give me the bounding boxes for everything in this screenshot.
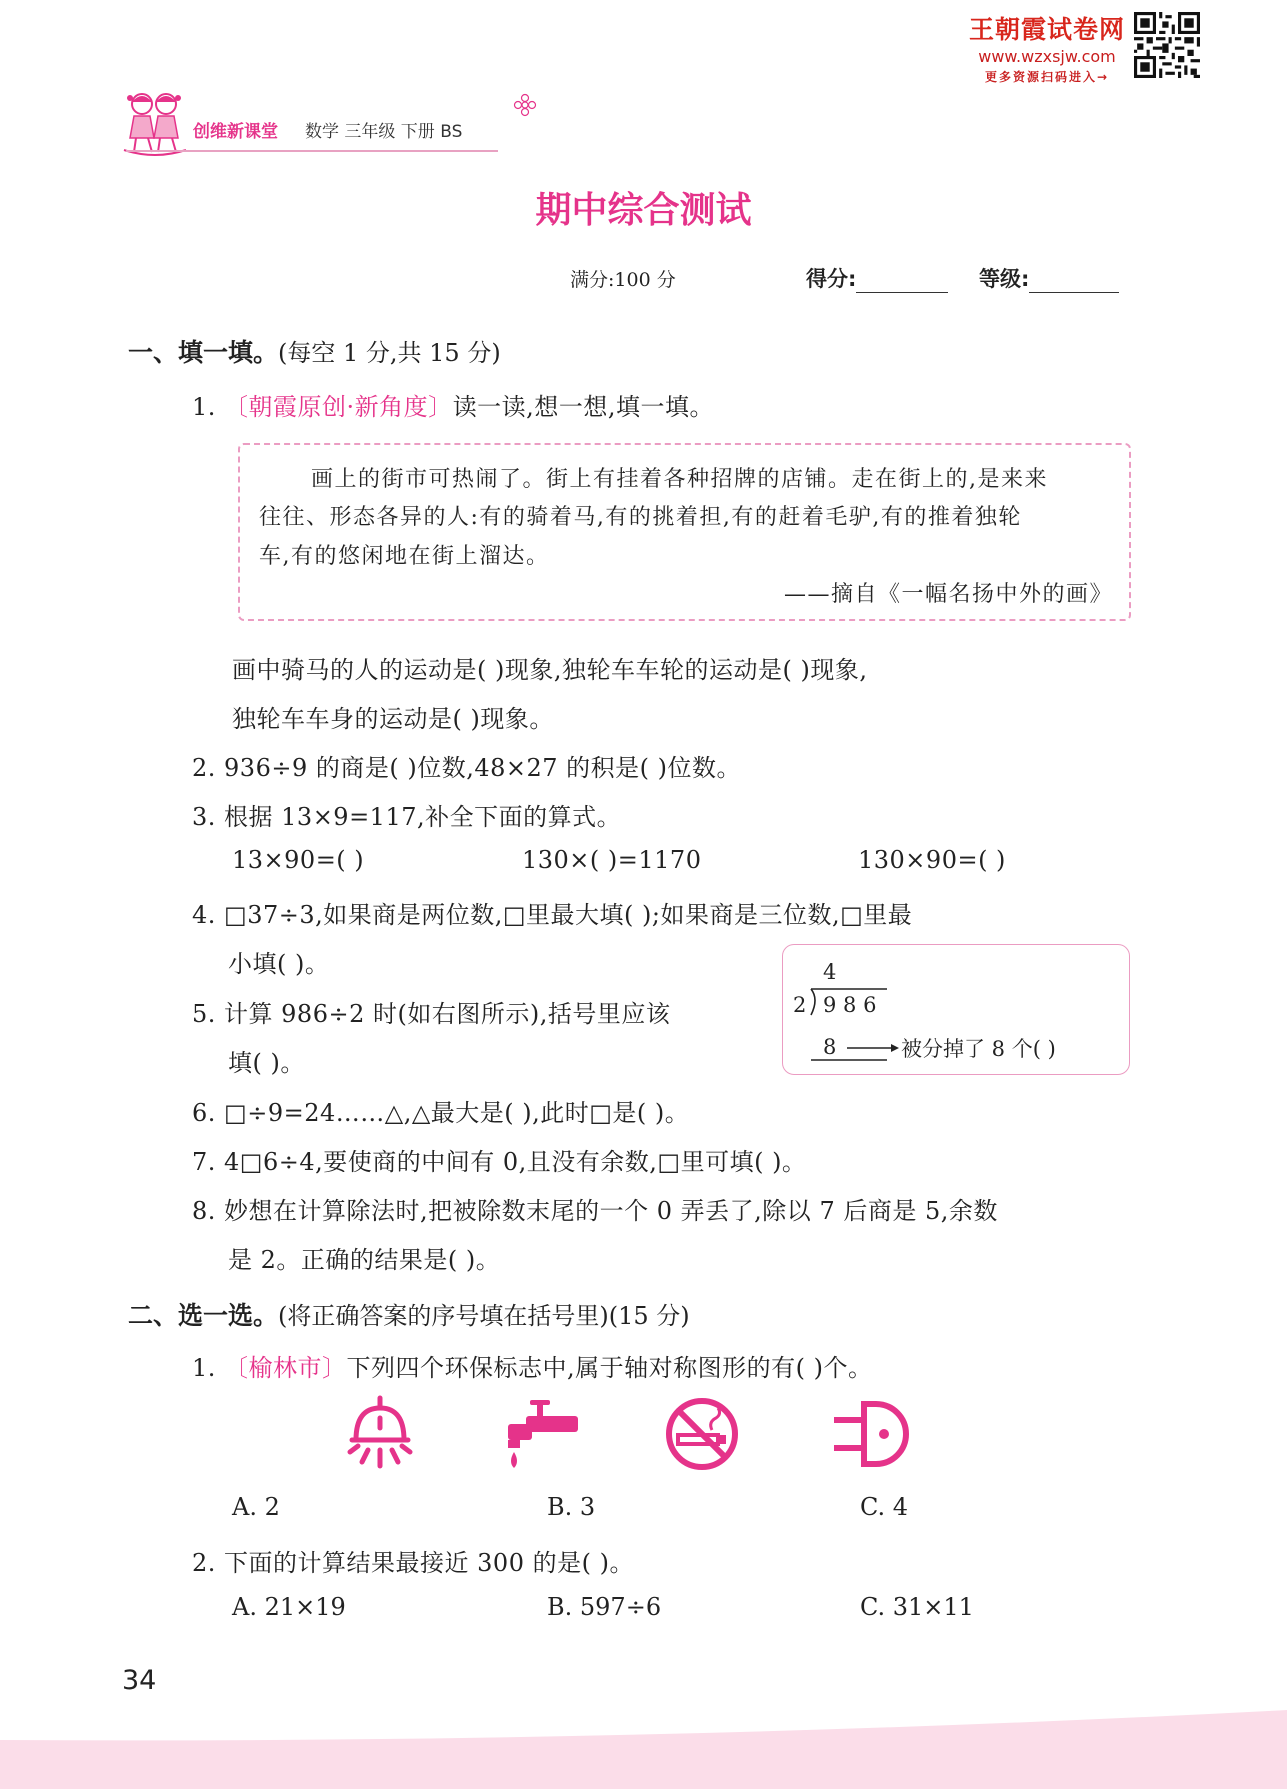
brand-slogan: 更多资源扫码进入→ xyxy=(984,70,1110,84)
lamp-icon xyxy=(340,1394,420,1474)
question-1-2: 2. 936÷9 的商是( )位数,48×27 的积是( )位数。 xyxy=(192,754,741,782)
brand-url: www.wzxsjw.com xyxy=(978,47,1116,66)
section-2-note: (将正确答案的序号填在括号里)(15 分) xyxy=(278,1302,690,1330)
question-1-1-line1: 画中骑马的人的运动是( )现象,独轮车车轮的运动是( )现象, xyxy=(232,656,868,684)
series-name: 创维新课堂 xyxy=(193,122,278,142)
kids-mascot-icon xyxy=(122,88,188,156)
grade-blank[interactable] xyxy=(1029,270,1119,293)
plug-icon xyxy=(830,1394,910,1474)
passage-line-3: 车,有的悠闲地在街上溜达。 xyxy=(259,544,550,569)
header-divider xyxy=(126,150,498,152)
division-quotient: 4 xyxy=(823,960,837,984)
question-1-8-line1: 8. 妙想在计算除法时,把被除数末尾的一个 0 弄丢了,除以 7 后商是 5,余数 xyxy=(192,1197,998,1225)
question-1-3-b: 130×( )=1170 xyxy=(522,846,702,874)
grade-field xyxy=(979,263,1119,293)
option-2-1-b[interactable]: B. 3 xyxy=(547,1493,596,1521)
score-blank[interactable] xyxy=(856,270,948,293)
footer-pink-band xyxy=(0,1710,1287,1789)
book-info: 数学 三年级 下册 BS xyxy=(305,122,463,142)
option-2-2-c[interactable]: C. 31×11 xyxy=(860,1593,974,1621)
option-2-2-a[interactable]: A. 21×19 xyxy=(232,1593,346,1621)
flower-decoration-icon xyxy=(512,93,538,117)
reading-passage-box xyxy=(238,443,1131,621)
question-1-3-a: 13×90=( ) xyxy=(232,846,365,874)
grade-label: 等级: xyxy=(979,267,1030,291)
brand-block xyxy=(962,10,1132,85)
division-divisor: 2 xyxy=(793,993,807,1017)
passage-source: ——摘自《一幅名扬中外的画》 xyxy=(783,582,1113,607)
section-2-heading: 二、选一选。(将正确答案的序号填在括号里)(15 分) xyxy=(128,1301,690,1330)
page-number: 34 xyxy=(122,1665,157,1696)
question-1-1: 1. 〔朝霞原创·新角度〕读一读,想一想,填一填。 xyxy=(192,393,714,421)
option-2-1-c[interactable]: C. 4 xyxy=(860,1493,909,1521)
division-product: 8 xyxy=(823,1035,837,1059)
option-2-1-a[interactable]: A. 2 xyxy=(232,1493,280,1521)
division-dividend: 9 8 6 xyxy=(823,993,877,1017)
page-title: 期中综合测试 xyxy=(535,190,752,231)
question-1-8-line2: 是 2。正确的结果是( )。 xyxy=(228,1246,501,1274)
question-1-4-line1: 4. □37÷3,如果商是两位数,□里最大填( );如果商是三位数,□里最 xyxy=(192,901,913,929)
section-1-note: (每空 1 分,共 15 分) xyxy=(278,339,501,367)
question-1-7: 7. 4□6÷4,要使商的中间有 0,且没有余数,□里可填( )。 xyxy=(192,1148,807,1176)
option-2-2-b[interactable]: B. 597÷6 xyxy=(547,1593,662,1621)
question-1-5-line1: 5. 计算 986÷2 时(如右图所示),括号里应该 xyxy=(192,1000,671,1028)
score-field xyxy=(806,263,948,293)
question-tag: 〔榆林市〕 xyxy=(224,1354,347,1382)
question-1-3: 3. 根据 13×9=117,补全下面的算式。 xyxy=(192,803,622,831)
question-1-4-line2: 小填( )。 xyxy=(228,950,330,978)
brand-name: 王朝霞试卷网 xyxy=(968,15,1125,44)
question-2-2: 2. 下面的计算结果最接近 300 的是( )。 xyxy=(192,1549,634,1577)
question-1-5-line2: 填( )。 xyxy=(228,1049,305,1077)
passage-line-2: 往往、形态各异的人:有的骑着马,有的挑着担,有的赶着毛驴,有的推着独轮 xyxy=(259,505,1022,530)
no-smoking-icon xyxy=(662,1394,742,1474)
question-1-6: 6. □÷9=24……△,△最大是( ),此时□是( )。 xyxy=(192,1099,690,1127)
section-1-heading: 一、填一填。(每空 1 分,共 15 分) xyxy=(128,338,501,367)
division-annotation: 被分掉了 8 个( ) xyxy=(901,1037,1056,1061)
faucet-icon xyxy=(500,1394,580,1474)
question-tag: 〔朝霞原创·新角度〕 xyxy=(224,393,453,421)
passage-line-1: 画上的街市可热闹了。街上有挂着各种招牌的店铺。走在街上的,是来来 xyxy=(311,467,1048,492)
question-1-3-c: 130×90=( ) xyxy=(858,846,1006,874)
question-2-1: 1. 〔榆林市〕下列四个环保标志中,属于轴对称图形的有( )个。 xyxy=(192,1354,873,1382)
long-division-figure xyxy=(782,944,1130,1075)
qr-code-icon[interactable] xyxy=(1134,12,1200,78)
score-label: 得分: xyxy=(806,267,857,291)
full-score: 满分:100 分 xyxy=(570,269,676,291)
question-1-1-line2: 独轮车车身的运动是( )现象。 xyxy=(232,705,554,733)
